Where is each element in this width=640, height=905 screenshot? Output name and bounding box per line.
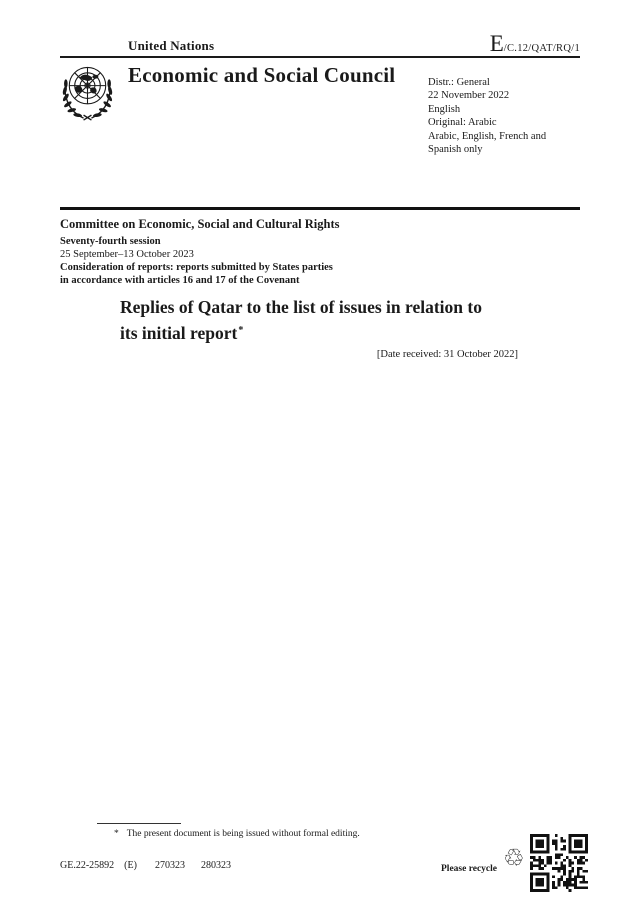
footnote-separator <box>97 823 181 824</box>
document-id: GE.22-25892 <box>60 860 115 871</box>
document-id-line <box>60 860 231 871</box>
document-info-block <box>428 76 546 156</box>
job-code-1: 270323 <box>154 860 185 871</box>
language-code: (E) <box>124 860 137 871</box>
doc-symbol-letter: E <box>489 31 504 56</box>
committee-name: Committee on Economic, Social and Cultural Rights <box>60 217 340 231</box>
consideration-line-2: in accordance with articles 16 and 17 of the Covenant <box>60 275 300 286</box>
un-emblem-icon <box>56 61 119 124</box>
languages-note-line-1: Arabic, English, French and <box>428 130 547 142</box>
doc-symbol-rest: /C.12/QAT/RQ/1 <box>503 43 580 54</box>
footnote-marker: * <box>114 829 119 839</box>
date-received: [Date received: 31 October 2022] <box>376 349 518 360</box>
section-rule <box>60 207 580 210</box>
committee-block <box>60 218 340 287</box>
qr-code <box>530 834 588 892</box>
header-rule <box>60 56 580 58</box>
session-dates: 25 September–13 October 2023 <box>60 249 194 260</box>
footnote-text: The present document is being issued without formal editing. <box>126 829 360 839</box>
org-name: United Nations <box>128 38 215 53</box>
languages-note-line-2: Spanish only <box>428 144 483 156</box>
report-title-line-2: its initial report <box>120 323 238 343</box>
original-language-line: Original: Arabic <box>428 117 497 129</box>
report-title <box>120 295 560 345</box>
doc-symbol <box>490 31 580 57</box>
consideration-line-1: Consideration of reports: reports submitted by States parties <box>60 262 333 273</box>
job-code-2: 280323 <box>200 860 231 871</box>
footnote <box>114 829 360 839</box>
council-title: Economic and Social Council <box>128 63 396 87</box>
report-title-line-1: Replies of Qatar to the list of issues in relation to <box>120 297 482 317</box>
title-footnote-marker: * <box>238 325 244 336</box>
language-line: English <box>428 103 461 115</box>
please-recycle-label: Please recycle <box>441 864 497 874</box>
session-label: Seventy-fourth session <box>60 236 161 247</box>
recycle-icon: ♲ <box>503 844 525 872</box>
date-line: 22 November 2022 <box>428 90 510 102</box>
distribution-line: Distr.: General <box>428 77 490 88</box>
